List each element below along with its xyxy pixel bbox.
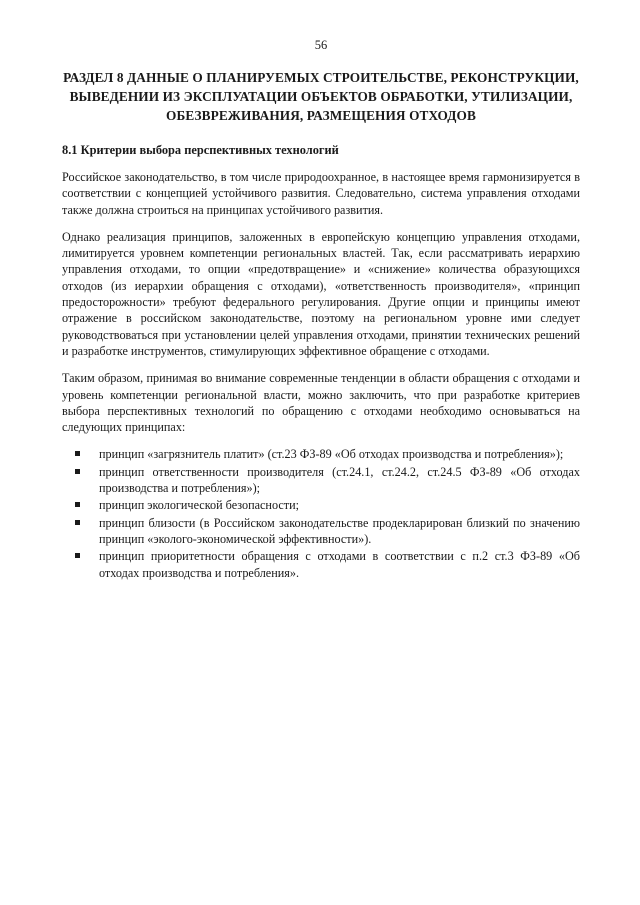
square-bullet-icon — [75, 520, 80, 525]
list-item-text: принцип «загрязнитель платит» (ст.23 ФЗ-89 «Об отходах производства и потребления»); — [99, 447, 564, 462]
section-title-line: ОБЕЗВРЕЖИВАНИЯ, РАЗМЕЩЕНИЯ ОТХОДОВ — [166, 108, 476, 123]
list-item — [62, 446, 580, 462]
section-title-line: РАЗДЕЛ 8 ДАННЫЕ О ПЛАНИРУЕМЫХ СТРОИТЕЛЬСТВЕ, РЕКОНСТРУКЦИИ, — [63, 70, 579, 85]
principles-list — [62, 446, 580, 580]
square-bullet-icon — [75, 469, 80, 474]
square-bullet-icon — [75, 451, 80, 456]
list-item-text: принцип приоритетности обращения с отходами в соответствии с п.2 ст.3 ФЗ-89 «Об отходах производства и потребления». — [99, 549, 580, 580]
list-item-text: принцип ответственности производителя (ст.24.1, ст.24.2, ст.24.5 ФЗ-89 «Об отходах производства и потребления»); — [99, 464, 580, 496]
section-title — [62, 68, 580, 125]
list-item — [62, 515, 580, 548]
list-item — [62, 548, 580, 581]
list-item — [62, 464, 580, 497]
page-number: 56 — [314, 38, 328, 52]
list-item-text: принцип близости (в Российском законодательстве продекларирован близкий по значению принцип «эколого-экономической эффективности»). — [99, 515, 580, 546]
square-bullet-icon — [75, 502, 80, 507]
list-item-text: принцип экологической безопасности; — [99, 498, 299, 513]
square-bullet-icon — [75, 553, 80, 558]
paragraph: Однако реализация принципов, заложенных в европейскую концепцию управления отходами, лимитируется уровнем компетенции региональных властей. Так, если рассматривать иерархию управления отходами, то опции «предотвращение» и «снижение» количества образующихся отходов (из иерархии обращения с отходами), «ответственность производителя», «принцип предосторожности» требуют федерального регулирования. Другие опции и принципы имеют отражение в российском законодательстве, поэтому на региональном уровне ими следует руководствоваться при установлении целей управления отходами, принятии технических решений и разработке инструментов, стимулирующих эффективное обращение с отходами. — [62, 229, 580, 358]
list-item — [62, 497, 580, 513]
subsection-title: 8.1 Критерии выбора перспективных технологий — [62, 143, 339, 157]
paragraph: Российское законодательство, в том числе природоохранное, в настоящее время гармонизируется в соответствии с концепцией устойчивого развития. Следовательно, система управления отходами также должна строиться на принципах устойчивого развития. — [62, 170, 580, 217]
section-title-line: ВЫВЕДЕНИИ ИЗ ЭКСПЛУАТАЦИИ ОБЪЕКТОВ ОБРАБОТКИ, УТИЛИЗАЦИИ, — [69, 89, 573, 104]
paragraph: Таким образом, принимая во внимание современные тенденции в области обращения с отходами и уровень компетенции региональной власти, можно заключить, что при разработке критериев выбора перспективных технологий по обращению с отходами необходимо основываться на следующих принципах: — [62, 371, 580, 435]
